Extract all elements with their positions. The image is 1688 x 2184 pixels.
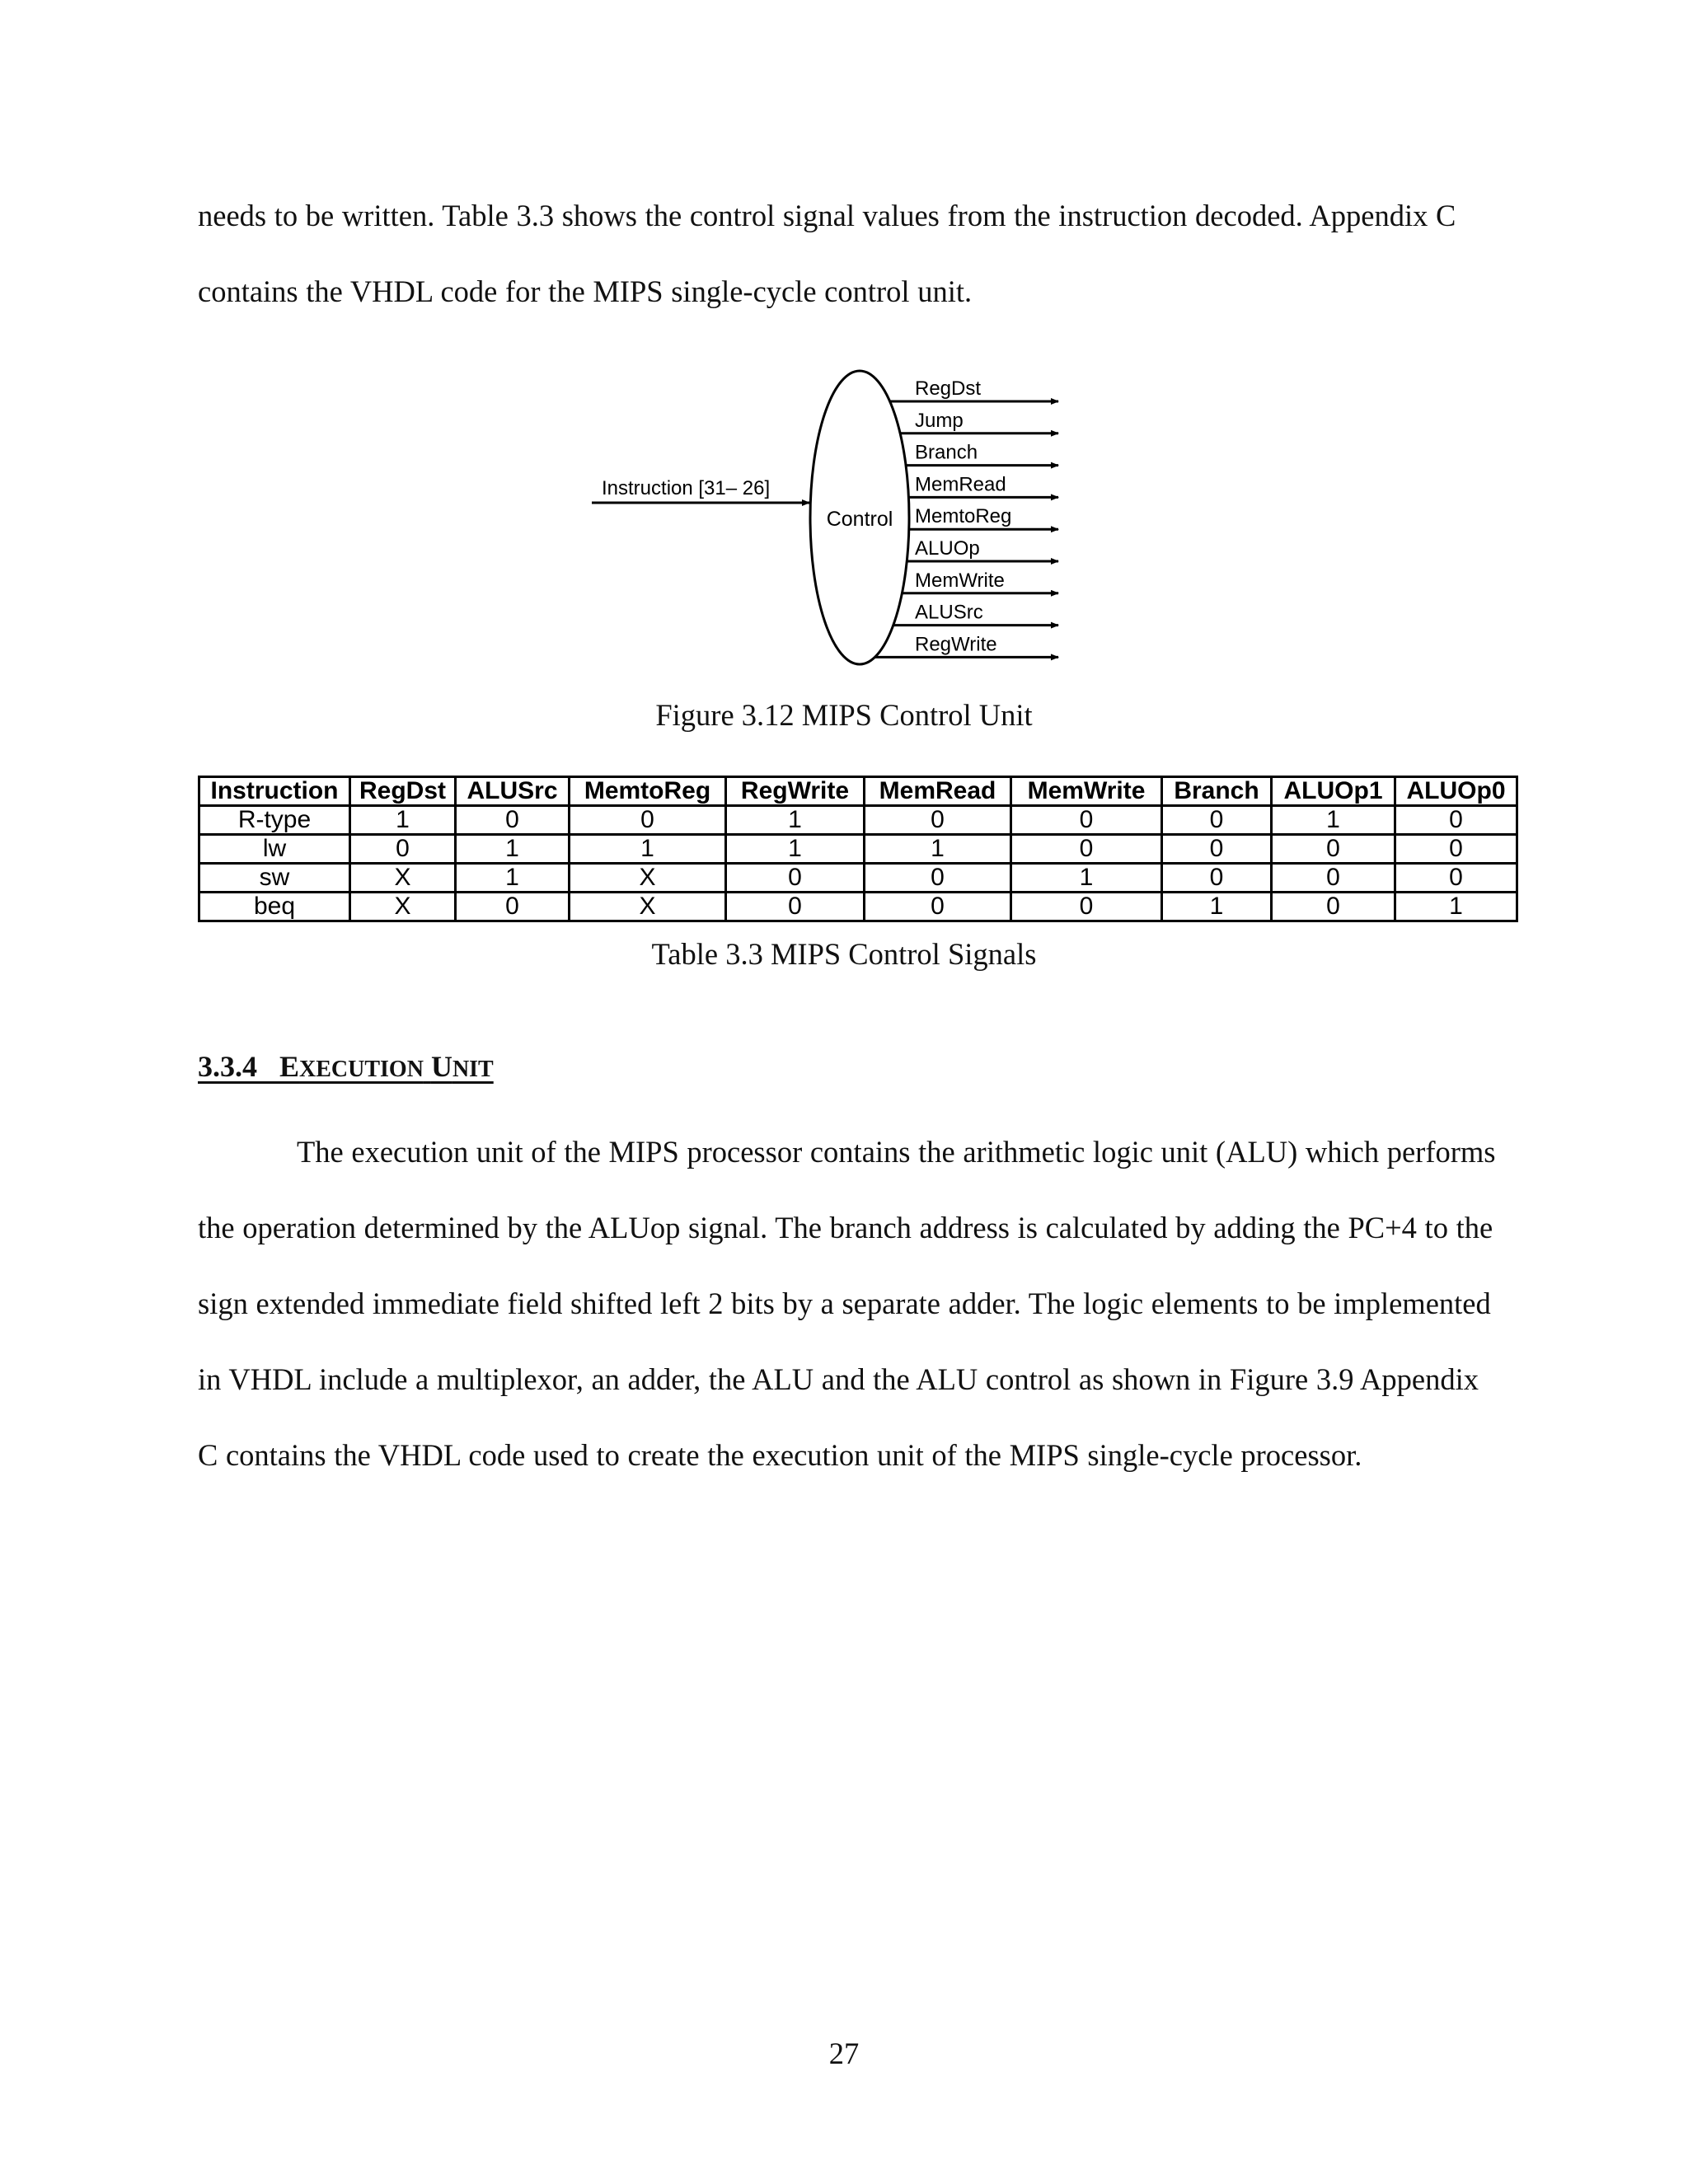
column-header: ALUOp1 (1272, 777, 1395, 806)
section-title-rest-2: NIT (452, 1057, 494, 1082)
column-header: MemRead (865, 777, 1011, 806)
section-heading (198, 1047, 494, 1090)
table-cell: 1 (456, 864, 570, 893)
table-cell: 1 (1272, 806, 1395, 835)
table-cell: 0 (350, 835, 456, 864)
table-row (199, 806, 1517, 835)
table-cell: 0 (1162, 806, 1272, 835)
table-header-row (199, 777, 1517, 806)
table-cell: 0 (1011, 806, 1162, 835)
table-cell: 0 (865, 893, 1011, 921)
table-cell: 1 (570, 835, 726, 864)
table-cell: 1 (1162, 893, 1272, 921)
table-cell: 0 (1272, 864, 1395, 893)
column-header: ALUSrc (456, 777, 570, 806)
table-cell: 0 (1395, 864, 1517, 893)
table-cell: 0 (1395, 835, 1517, 864)
table-cell: 0 (865, 864, 1011, 893)
table-cell: 1 (726, 835, 865, 864)
table-cell: X (350, 864, 456, 893)
table-cell: X (570, 893, 726, 921)
output-label-regwrite: RegWrite (915, 633, 997, 656)
table-cell: 1 (456, 835, 570, 864)
table-cell: 0 (726, 864, 865, 893)
section-title-rest-1: XECUTION (299, 1057, 424, 1082)
output-label-alusrc: ALUSrc (915, 601, 983, 624)
page-number: 27 (828, 2036, 860, 2070)
table-cell: 1 (1395, 893, 1517, 921)
table-cell: 1 (1011, 864, 1162, 893)
intro-paragraph: needs to be written. Table 3.3 shows the control signal values from the instruction decoded. Appendix C contains the VHDL code for the MIPS single-cycle control unit. (198, 199, 1456, 308)
section-title-initial-2: U (430, 1050, 452, 1083)
table-cell: 0 (456, 893, 570, 921)
instruction-input-label: Instruction [31– 26] (602, 477, 771, 499)
column-header: RegWrite (726, 777, 865, 806)
table-row (199, 835, 1517, 864)
control-output-signals (874, 377, 1058, 657)
column-header: RegDst (350, 777, 456, 806)
column-header: ALUOp0 (1395, 777, 1517, 806)
table-cell: 0 (456, 806, 570, 835)
column-header: MemWrite (1011, 777, 1162, 806)
table-cell: 0 (1011, 835, 1162, 864)
section-number: 3.3.4 (198, 1050, 257, 1083)
table-cell: 1 (865, 835, 1011, 864)
table-cell: 0 (1162, 864, 1272, 893)
table-cell: 0 (1162, 835, 1272, 864)
table-row (199, 893, 1517, 921)
table-cell: X (570, 864, 726, 893)
output-label-regdst: RegDst (915, 377, 982, 400)
table-cell: R-type (199, 806, 350, 835)
table-cell: 0 (1395, 806, 1517, 835)
table-cell: lw (199, 835, 350, 864)
table-caption: Table 3.3 MIPS Control Signals (651, 937, 1037, 971)
column-header: MemtoReg (570, 777, 726, 806)
table-row (199, 864, 1517, 893)
output-label-memread: MemRead (915, 473, 1006, 496)
table-cell: 0 (1272, 835, 1395, 864)
table-cell: X (350, 893, 456, 921)
column-header: Instruction (199, 777, 350, 806)
table-cell: 0 (726, 893, 865, 921)
table-cell: sw (199, 864, 350, 893)
output-label-memwrite: MemWrite (915, 569, 1005, 592)
execution-unit-paragraph: The execution unit of the MIPS processor contains the arithmetic logic unit (ALU) which performs the operation determined by the ALUop signal. The branch address is calculated by adding the PC+4 to the sign extended immediate field shifted left 2 bits by a separate adder. The logic elements to be implemented in VHDL include a multiplexor, an adder, the ALU and the ALU control as shown in Figure 3.9 Appendix C contains the VHDL code used to create the execution unit of the MIPS single-cycle processor. (198, 1135, 1496, 1472)
control-signals-table (198, 776, 1518, 922)
section-title-initial-1: E (279, 1050, 300, 1083)
table-cell: 0 (865, 806, 1011, 835)
table-cell: 1 (350, 806, 456, 835)
output-label-aluop: ALUOp (915, 537, 980, 560)
table-cell: beq (199, 893, 350, 921)
column-header: Branch (1162, 777, 1272, 806)
table-body (199, 806, 1517, 921)
output-label-jump: Jump (915, 409, 964, 432)
table-cell: 0 (1011, 893, 1162, 921)
table-cell: 0 (1272, 893, 1395, 921)
control-unit-diagram (577, 363, 1088, 676)
table-cell: 1 (726, 806, 865, 835)
output-label-branch: Branch (915, 441, 978, 464)
table-cell: 0 (570, 806, 726, 835)
output-label-memtoreg: MemtoReg (915, 505, 1012, 528)
control-unit-label: Control (826, 508, 893, 531)
figure-caption: Figure 3.12 MIPS Control Unit (655, 698, 1033, 732)
